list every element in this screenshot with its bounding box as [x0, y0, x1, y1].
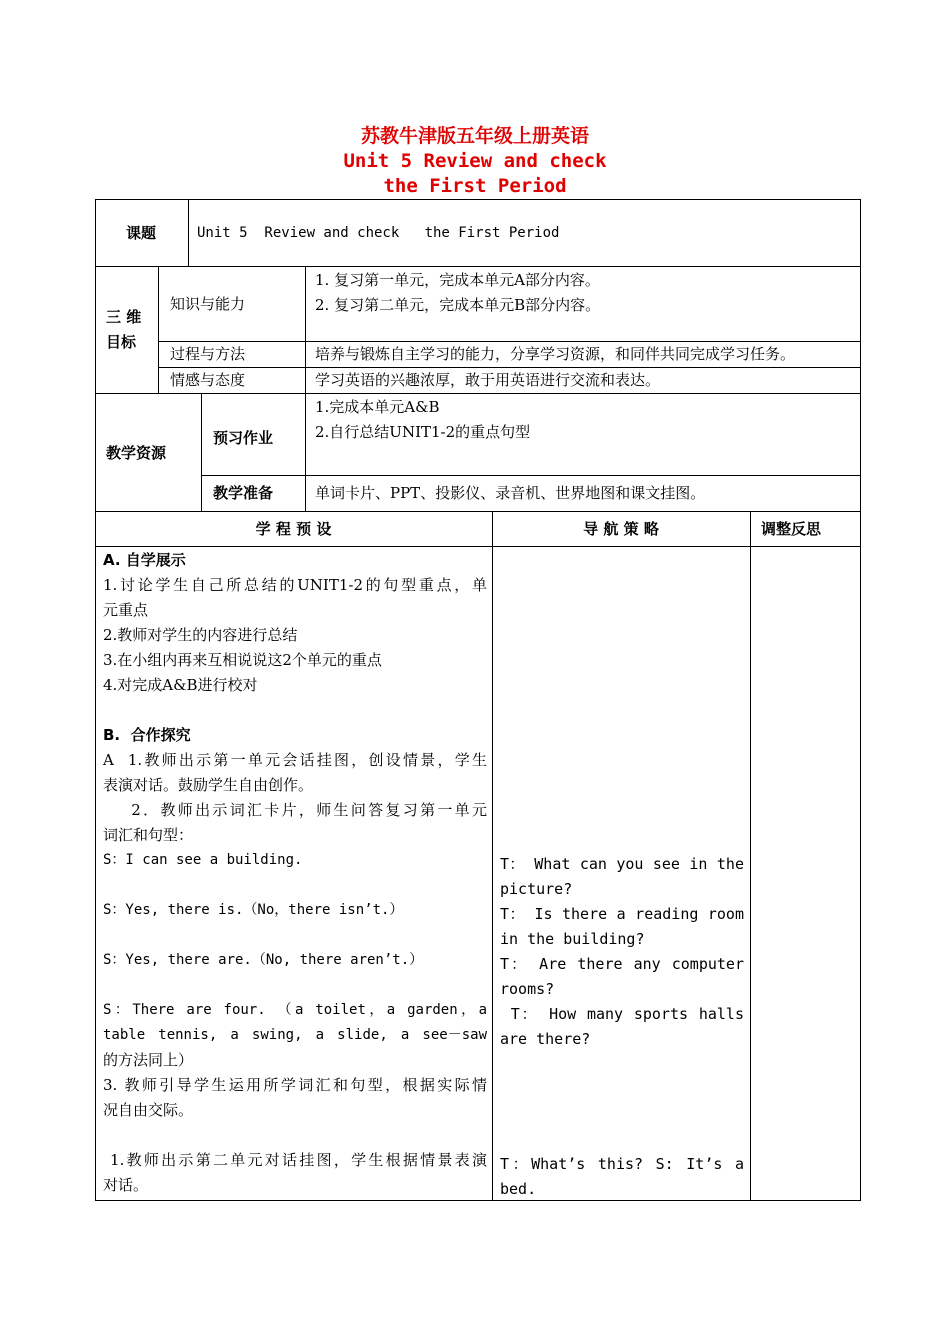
- process-line: S：There are four. （a toilet，a garden，a: [103, 1002, 487, 1018]
- prep-label: 教学准备: [213, 484, 274, 502]
- column-header-reflection: 调整反思: [761, 520, 822, 538]
- process-line: [103, 1123, 487, 1148]
- preview-label: 预习作业: [213, 429, 274, 447]
- strategy-line: [500, 1052, 744, 1077]
- process-line: S：Yes, there are.（No, there aren’t.）: [103, 952, 424, 968]
- process-line: 况自由交际。: [103, 1101, 194, 1119]
- column-header-process: 学 程 预 设: [255, 520, 332, 538]
- strategy-line: picture?: [500, 880, 573, 898]
- strategy-line: T： What can you see in the: [500, 855, 744, 873]
- strategy-line: T： Is there a reading room: [500, 905, 744, 923]
- knowledge-label: 知识与能力: [170, 295, 246, 313]
- strategy-line: [500, 1127, 744, 1152]
- knowledge-item: 1. 复习第一单元，完成本单元A部分内容。: [315, 271, 600, 289]
- table-rule: [188, 199, 189, 266]
- process-line: 1.教师出示第二单元对话挂图，学生根据情景表演: [103, 1151, 487, 1169]
- table-rule: [158, 266, 159, 393]
- strategy-line: bed.: [500, 1180, 537, 1198]
- strategy-line: [500, 1102, 744, 1127]
- process-line: [103, 923, 487, 948]
- process-line: 1.讨论学生自己所总结的UNIT1-2的句型重点，单: [103, 576, 487, 594]
- strategy-line: [500, 1077, 744, 1102]
- process-line: 对话。: [103, 1176, 149, 1194]
- strategy-line: T： Are there any computer: [500, 955, 744, 973]
- table-border-right: [860, 199, 861, 1201]
- table-rule: [492, 511, 493, 1201]
- process-line: S：Yes, there is.（No，there isn’t.）: [103, 902, 404, 918]
- process-line: [103, 973, 487, 998]
- process-line: 词汇和句型：: [103, 826, 194, 844]
- table-rule: [95, 546, 861, 547]
- preview-item: 1.完成本单元A&B: [315, 398, 440, 416]
- process-line: table tennis, a swing, a slide, a see－saw: [103, 1027, 487, 1043]
- process-line: 3. 教师引导学生运用所学词汇和句型，根据实际情: [103, 1076, 487, 1094]
- process-line: [103, 873, 487, 898]
- strategy-line: T： How many sports halls: [500, 1005, 744, 1023]
- table-rule: [95, 511, 861, 512]
- emotion-label: 情感与态度: [170, 371, 246, 389]
- objectives-label-line2: 目标: [106, 333, 137, 351]
- table-rule: [201, 393, 202, 511]
- process-line: A 1.教师出示第一单元会话挂图，创设情景，学生: [103, 751, 487, 769]
- table-rule: [305, 266, 306, 511]
- preview-item: 2.自行总结UNIT1-2的重点句型: [315, 423, 531, 441]
- table-rule: [201, 475, 861, 476]
- objectives-label-line1: 三 维: [106, 308, 142, 326]
- process-line: 2．教师出示词汇卡片，师生问答复习第一单元: [103, 801, 487, 819]
- table-rule: [95, 266, 861, 267]
- strategy-line: rooms?: [500, 980, 555, 998]
- table-border-left: [95, 199, 96, 1201]
- doc-title-chinese: 苏教牛津版五年级上册英语: [360, 125, 589, 147]
- doc-title-period: the First Period: [383, 175, 567, 197]
- process-line: 4.对完成A&B进行校对: [103, 676, 258, 694]
- process-method-value: 培养与锻炼自主学习的能力，分享学习资源，和同伴共同完成学习任务。: [315, 345, 796, 363]
- process-line: [103, 698, 487, 723]
- process-line: 的方法同上）: [103, 1051, 194, 1069]
- section-heading: A. 自学展示: [103, 551, 186, 569]
- process-line: 表演对话。鼓励学生自由创作。: [103, 776, 314, 794]
- knowledge-item: 2. 复习第二单元，完成本单元B部分内容。: [315, 296, 601, 314]
- topic-label: 课题: [126, 224, 157, 242]
- table-rule: [95, 393, 861, 394]
- resources-label: 教学资源: [106, 444, 167, 462]
- process-line: S：I can see a building.: [103, 852, 303, 868]
- emotion-value: 学习英语的兴趣浓厚，敢于用英语进行交流和表达。: [315, 371, 661, 389]
- process-column-content: [103, 548, 487, 1198]
- strategy-line: in the building?: [500, 930, 645, 948]
- strategy-line: are there?: [500, 1030, 591, 1048]
- topic-value: Unit 5 Review and check the First Period: [197, 225, 560, 241]
- strategy-line: T：What’s this? S: It’s a: [500, 1155, 744, 1173]
- column-header-strategy: 导 航 策 略: [583, 520, 659, 538]
- process-line: 元重点: [103, 601, 149, 619]
- prep-value: 单词卡片、PPT、投影仪、录音机、世界地图和课文挂图。: [315, 484, 706, 502]
- table-border-bottom: [95, 1200, 861, 1201]
- strategy-column-content: [500, 852, 744, 1202]
- table-border-top: [95, 199, 861, 200]
- process-line: 2.教师对学生的内容进行总结: [103, 626, 298, 644]
- process-line: 3.在小组内再来互相说说这2个单元的重点: [103, 651, 382, 669]
- section-heading: B. 合作探究: [103, 726, 191, 744]
- process-method-label: 过程与方法: [170, 345, 246, 363]
- doc-title-unit: Unit 5 Review and check: [343, 150, 607, 172]
- table-rule: [750, 511, 751, 1201]
